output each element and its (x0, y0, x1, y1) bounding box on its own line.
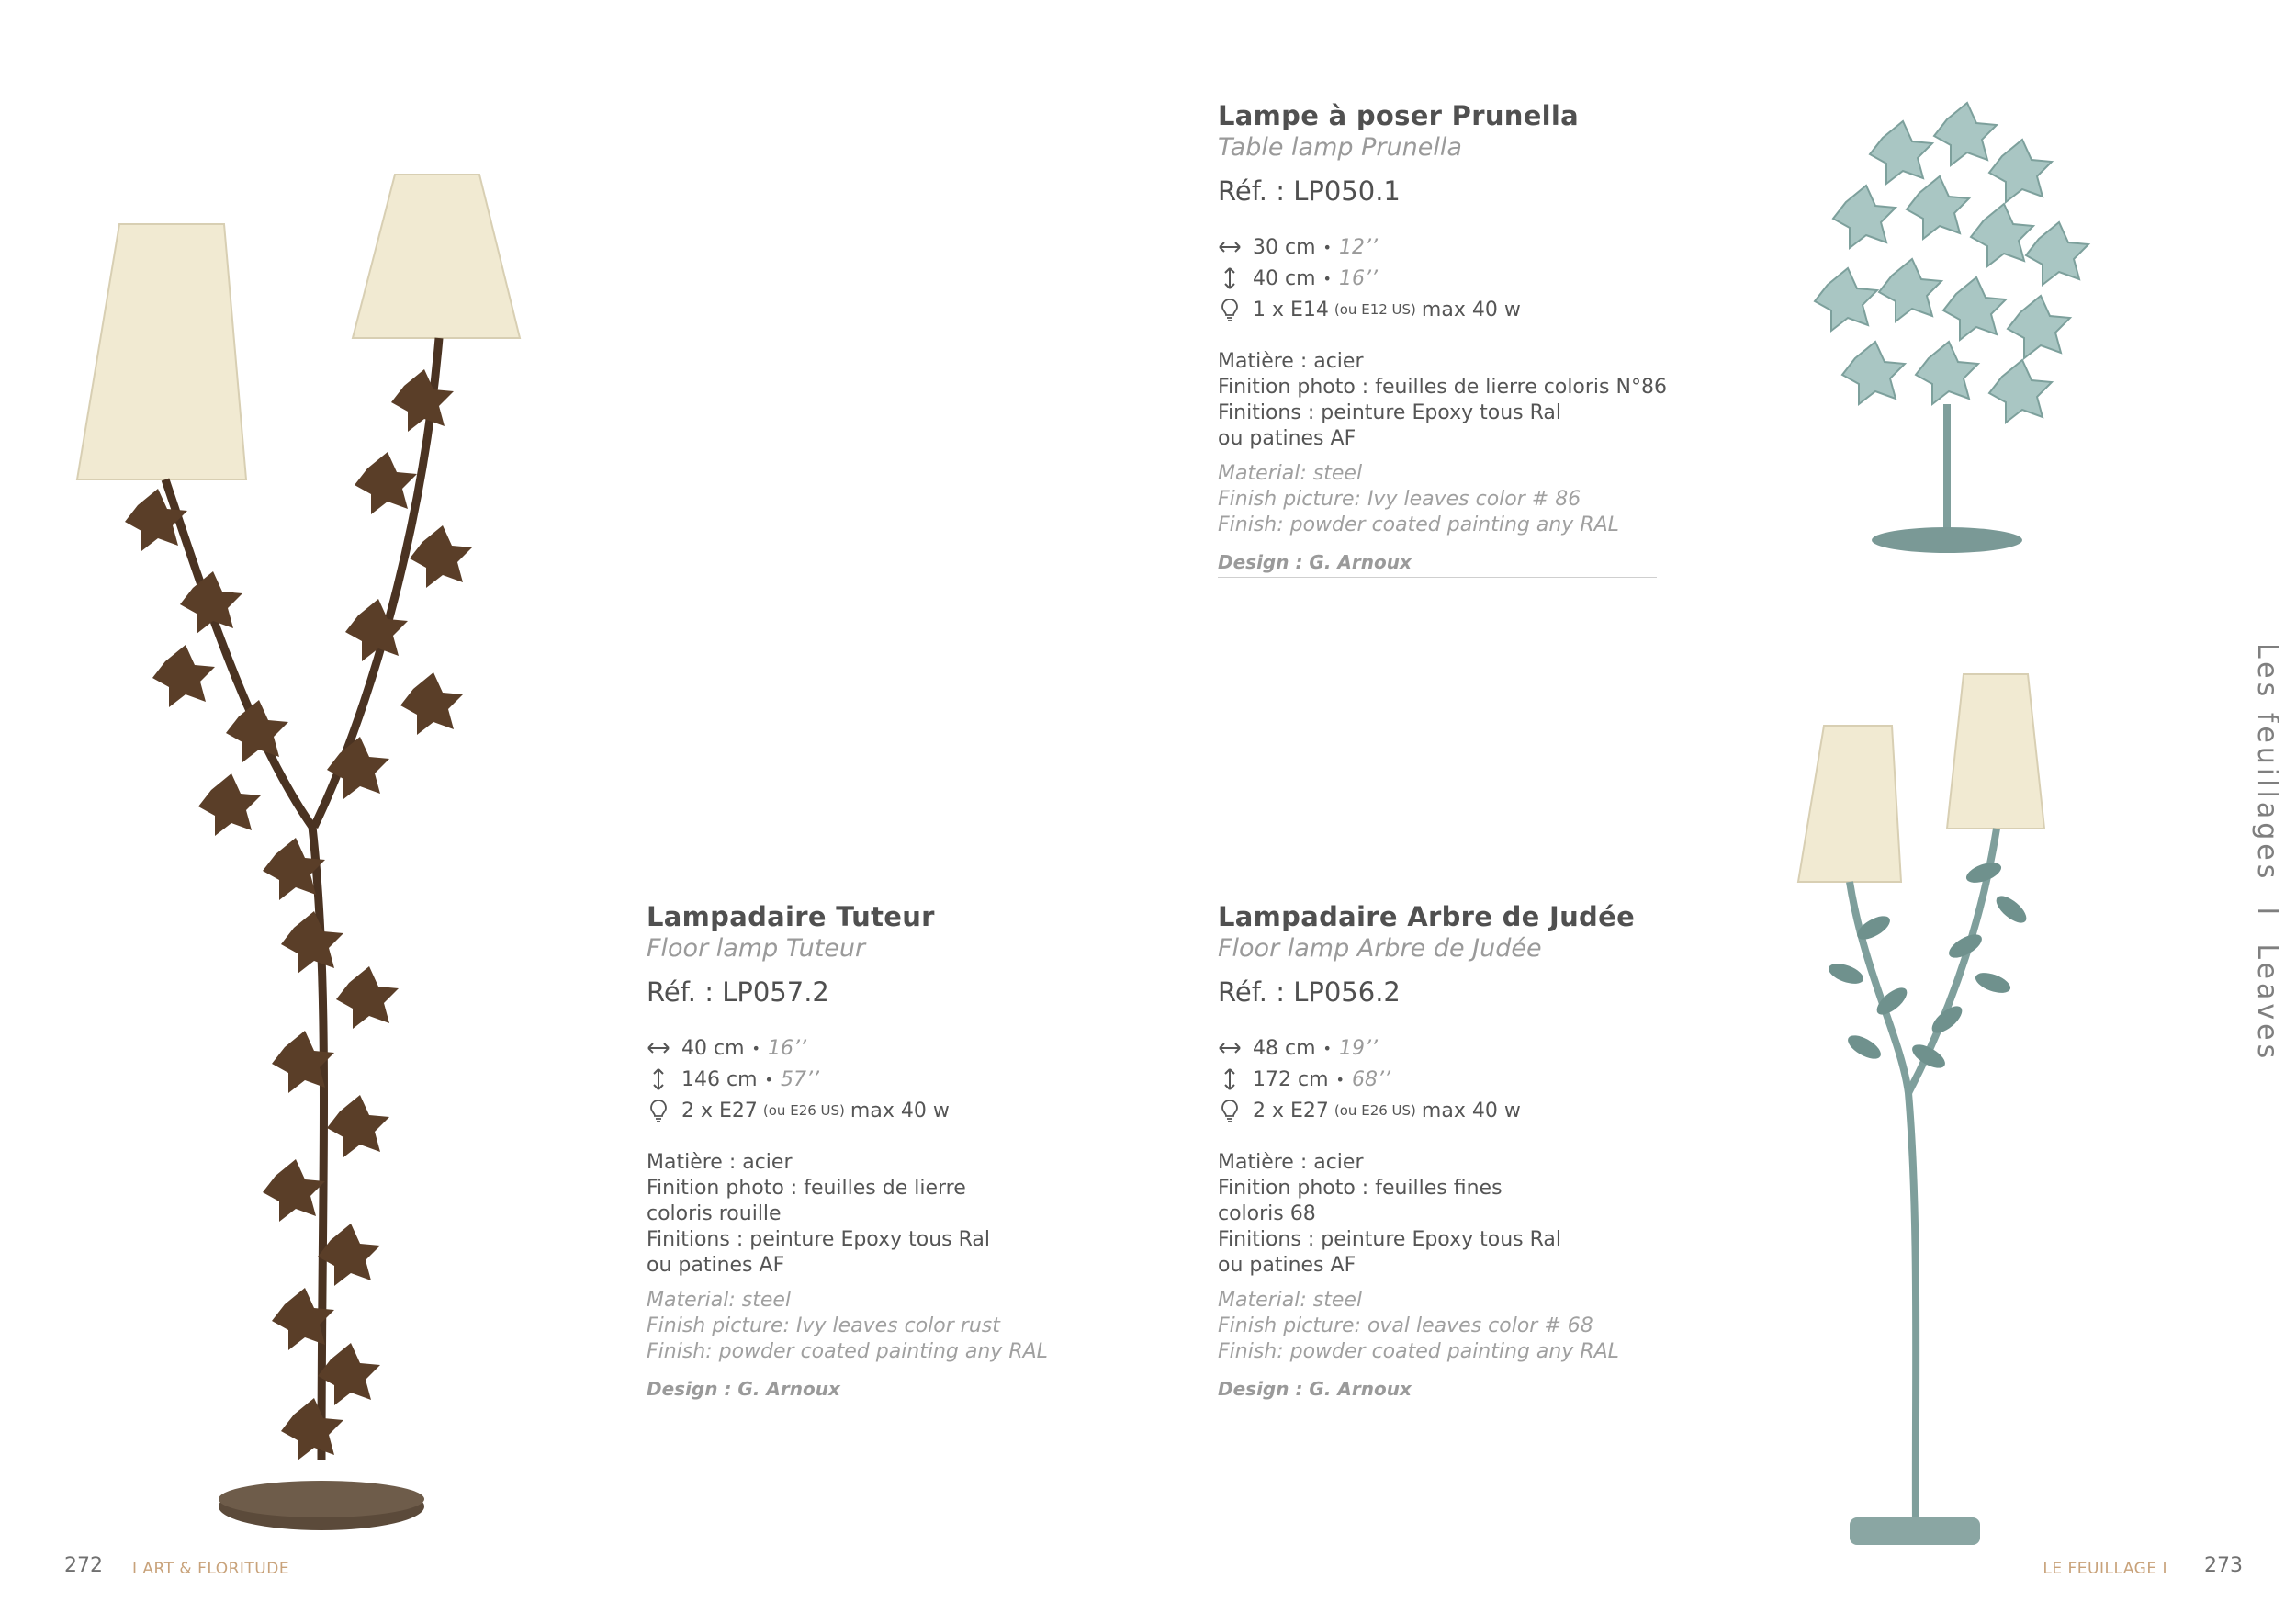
material-fr-line: ou patines AF (1218, 1254, 1356, 1277)
width-cm: 48 cm (1253, 1036, 1316, 1060)
bulb-us: (ou E26 US) (762, 1102, 845, 1119)
horizontal-arrow-icon (1218, 1036, 1242, 1060)
material-en-line: Material: steel (647, 1289, 792, 1312)
product-title: Lampe à poser Prunella (1218, 100, 1580, 131)
lampshade-right (353, 175, 520, 338)
bulb-us: (ou E26 US) (1334, 1102, 1416, 1119)
material-en-line: Finish picture: oval leaves color # 68 (1218, 1314, 1593, 1337)
bulb-max: max 40 w (1421, 298, 1521, 321)
product-specs (647, 1032, 1234, 1126)
light-bulb-icon (1218, 298, 1242, 321)
width-cm: 30 cm (1253, 235, 1316, 259)
product-specs (1218, 231, 1806, 325)
designer-credit: Design : G. Arnoux (1218, 1378, 1769, 1404)
vertical-arrow-icon (1218, 1067, 1242, 1091)
product-reference: Réf. : LP057.2 (647, 976, 829, 1008)
material-fr-line: coloris 68 (1218, 1202, 1316, 1225)
footer-label-left: I ART & FLORITUDE (132, 1560, 290, 1578)
product-title: Lampadaire Arbre de Judée (1218, 901, 1636, 932)
spec-width: 30 cm • 12’’ (1218, 231, 1806, 263)
material-fr-line: Finition photo : feuilles de lierre (647, 1177, 966, 1200)
lampshade-right (1947, 674, 2044, 829)
height-in: 57’’ (780, 1067, 819, 1091)
material-fr-line: Finitions : peinture Epoxy tous Ral (1218, 1228, 1561, 1251)
bulb-us: (ou E12 US) (1334, 301, 1416, 318)
lamp-judee-illustration (1791, 671, 2057, 1571)
spec-height: 146 cm • 57’’ (647, 1064, 1234, 1095)
photo-lampadaire-tuteur (55, 73, 551, 1543)
product-subtitle: Table lamp Prunella (1218, 133, 1462, 162)
material-fr-line: ou patines AF (647, 1254, 785, 1277)
material-fr (1218, 349, 1806, 452)
material-en-line: Finish: powder coated painting any RAL (1218, 1340, 1619, 1363)
material-fr-line: Finition photo : feuilles de lierre coloris N°86 (1218, 376, 1667, 399)
product-subtitle: Floor lamp Tuteur (647, 934, 866, 963)
material-en (647, 1288, 1234, 1365)
vertical-arrow-icon (647, 1067, 670, 1091)
height-cm: 40 cm (1253, 266, 1316, 290)
horizontal-arrow-icon (1218, 235, 1242, 259)
page-number-left: 272 (64, 1554, 103, 1577)
spec-height: 40 cm • 16’’ (1218, 263, 1806, 294)
bulb-type: 1 x E14 (1253, 298, 1329, 321)
footer-label-right: LE FEUILLAGE I (2043, 1560, 2167, 1578)
page-number-right: 273 (2204, 1554, 2243, 1577)
designer-credit: Design : G. Arnoux (647, 1378, 1086, 1404)
material-fr (1218, 1150, 1806, 1279)
height-cm: 172 cm (1253, 1067, 1329, 1091)
product-tuteur (647, 900, 1234, 1404)
material-en-line: Finish picture: Ivy leaves color rust (647, 1314, 1000, 1337)
product-subtitle: Floor lamp Arbre de Judée (1218, 934, 1542, 963)
material-fr-line: Finitions : peinture Epoxy tous Ral (647, 1228, 990, 1251)
product-arbre-de-judee (1218, 900, 1806, 1404)
material-en (1218, 461, 1806, 538)
height-in: 68’’ (1351, 1067, 1390, 1091)
spec-bulb (1218, 294, 1806, 325)
product-reference: Réf. : LP056.2 (1218, 976, 1401, 1008)
light-bulb-icon (647, 1099, 670, 1122)
light-bulb-icon (1218, 1099, 1242, 1122)
material-en-line: Material: steel (1218, 462, 1363, 485)
material-fr-line: Finitions : peinture Epoxy tous Ral (1218, 401, 1561, 424)
lampshade-left (77, 224, 246, 479)
product-title: Lampadaire Tuteur (647, 901, 935, 932)
material-fr-line: Matière : acier (1218, 350, 1364, 373)
bulb-max: max 40 w (1421, 1099, 1521, 1122)
material-fr-line: Matière : acier (1218, 1151, 1364, 1174)
material-en (1218, 1288, 1806, 1365)
spec-bulb (1218, 1095, 1806, 1126)
height-in: 16’’ (1338, 266, 1378, 290)
height-cm: 146 cm (681, 1067, 758, 1091)
section-side-title (2246, 643, 2287, 1063)
material-en-line: Finish picture: Ivy leaves color # 86 (1218, 488, 1581, 511)
spec-width: 48 cm • 19’’ (1218, 1032, 1806, 1064)
ivy-leaves (1815, 103, 2088, 423)
lampshade-left (1798, 726, 1901, 882)
material-fr (647, 1150, 1234, 1279)
material-fr-line: ou patines AF (1218, 427, 1356, 450)
product-reference: Réf. : LP050.1 (1218, 175, 1401, 207)
material-fr-line: Finition photo : feuilles fines (1218, 1177, 1503, 1200)
material-en-line: Finish: powder coated painting any RAL (647, 1340, 1048, 1363)
spec-bulb (647, 1095, 1234, 1126)
section-side-title-text: Les feuillages I Leaves (2251, 643, 2283, 1063)
leaves (1826, 859, 2031, 1073)
lamp-base (1850, 1517, 1980, 1545)
lamp-base (1872, 527, 2022, 553)
material-fr-line: coloris rouille (647, 1202, 782, 1225)
designer-credit: Design : G. Arnoux (1218, 551, 1657, 578)
bulb-type: 2 x E27 (1253, 1099, 1329, 1122)
spec-width: 40 cm • 16’’ (647, 1032, 1234, 1064)
ivy-leaves (125, 369, 472, 1460)
lamp-tuteur-illustration (55, 73, 551, 1543)
width-in: 16’’ (767, 1036, 806, 1060)
product-specs (1218, 1032, 1806, 1126)
product-prunella (1218, 99, 1806, 578)
photo-lampe-prunella (1800, 101, 2103, 560)
material-en-line: Finish: powder coated painting any RAL (1218, 513, 1619, 536)
width-in: 12’’ (1338, 235, 1378, 259)
material-fr-line: Matière : acier (647, 1151, 793, 1174)
lamp-prunella-illustration (1800, 101, 2103, 560)
spec-height: 172 cm • 68’’ (1218, 1064, 1806, 1095)
material-en-line: Material: steel (1218, 1289, 1363, 1312)
photo-lampadaire-arbre-de-judee (1791, 671, 2057, 1571)
width-in: 19’’ (1338, 1036, 1378, 1060)
bulb-max: max 40 w (850, 1099, 950, 1122)
width-cm: 40 cm (681, 1036, 745, 1060)
bulb-type: 2 x E27 (681, 1099, 758, 1122)
horizontal-arrow-icon (647, 1036, 670, 1060)
vertical-arrow-icon (1218, 266, 1242, 290)
